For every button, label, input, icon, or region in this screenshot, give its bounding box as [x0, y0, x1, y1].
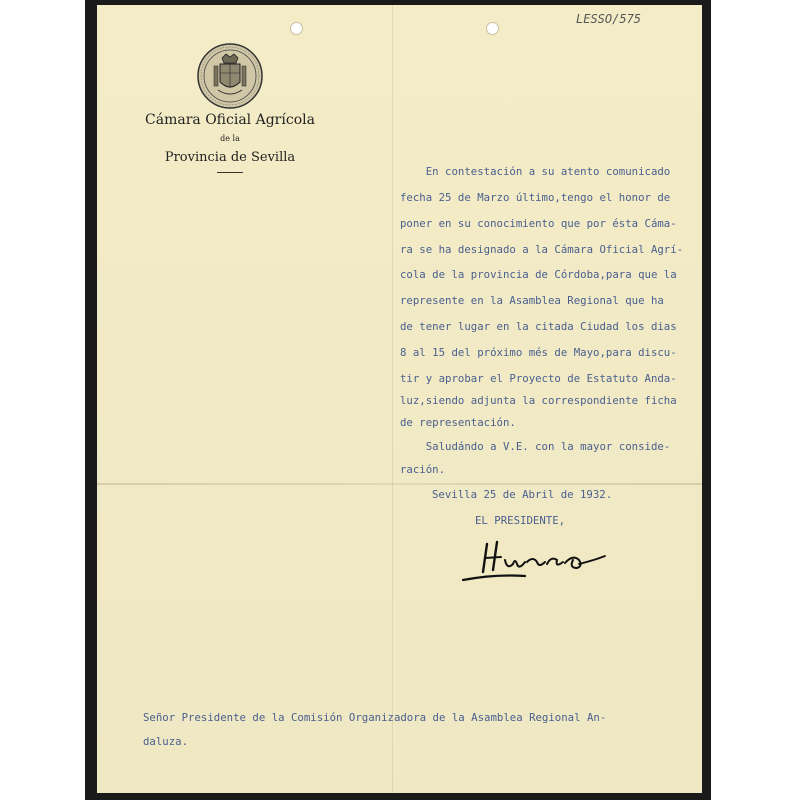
letterhead-connector: de la	[220, 134, 240, 143]
letterhead-rule	[217, 172, 243, 173]
body-line: 8 al 15 del próximo més de Mayo,para discu-	[400, 346, 677, 359]
closing-title: EL PRESIDENTE,	[475, 514, 566, 527]
archive-reference: LESSO/575	[576, 12, 642, 26]
punch-hole-right	[486, 22, 499, 35]
coat-of-arms-seal	[196, 42, 264, 110]
body-line: poner en su conocimiento que por ésta Cáma-	[400, 217, 677, 230]
body-line: fecha 25 de Marzo último,tengo el honor de	[400, 191, 671, 204]
body-line: ra se ha designado a la Cámara Oficial Agrí-	[400, 243, 684, 256]
addressee-line: daluza.	[143, 735, 189, 748]
handwritten-signature	[455, 530, 625, 588]
body-line: tir y aprobar el Proyecto de Estatuto Anda-	[400, 372, 677, 385]
body-line: ración.	[400, 463, 446, 476]
letterhead-province: Provincia de Sevilla	[164, 150, 296, 165]
body-line: de representación.	[400, 416, 516, 429]
body-line: represente en la Asamblea Regional que ha	[400, 294, 664, 307]
body-line: luz,siendo adjunta la correspondiente ficha	[400, 394, 677, 407]
letterhead-name: Cámara Oficial Agrícola	[145, 112, 315, 128]
body-line: cola de la provincia de Córdoba,para que la	[400, 268, 677, 281]
horizontal-fold-line	[97, 483, 702, 485]
body-line: En contestación a su atento comunicado	[400, 165, 671, 178]
vertical-fold-line	[392, 5, 393, 793]
body-line: de tener lugar en la citada Ciudad los dias	[400, 320, 677, 333]
addressee-line: Señor Presidente de la Comisión Organizadora de la Asamblea Regional An-	[143, 711, 607, 724]
body-line: Saludándo a V.E. con la mayor conside-	[400, 440, 671, 453]
closing-date: Sevilla 25 de Abril de 1932.	[432, 488, 613, 501]
punch-hole-left	[290, 22, 303, 35]
